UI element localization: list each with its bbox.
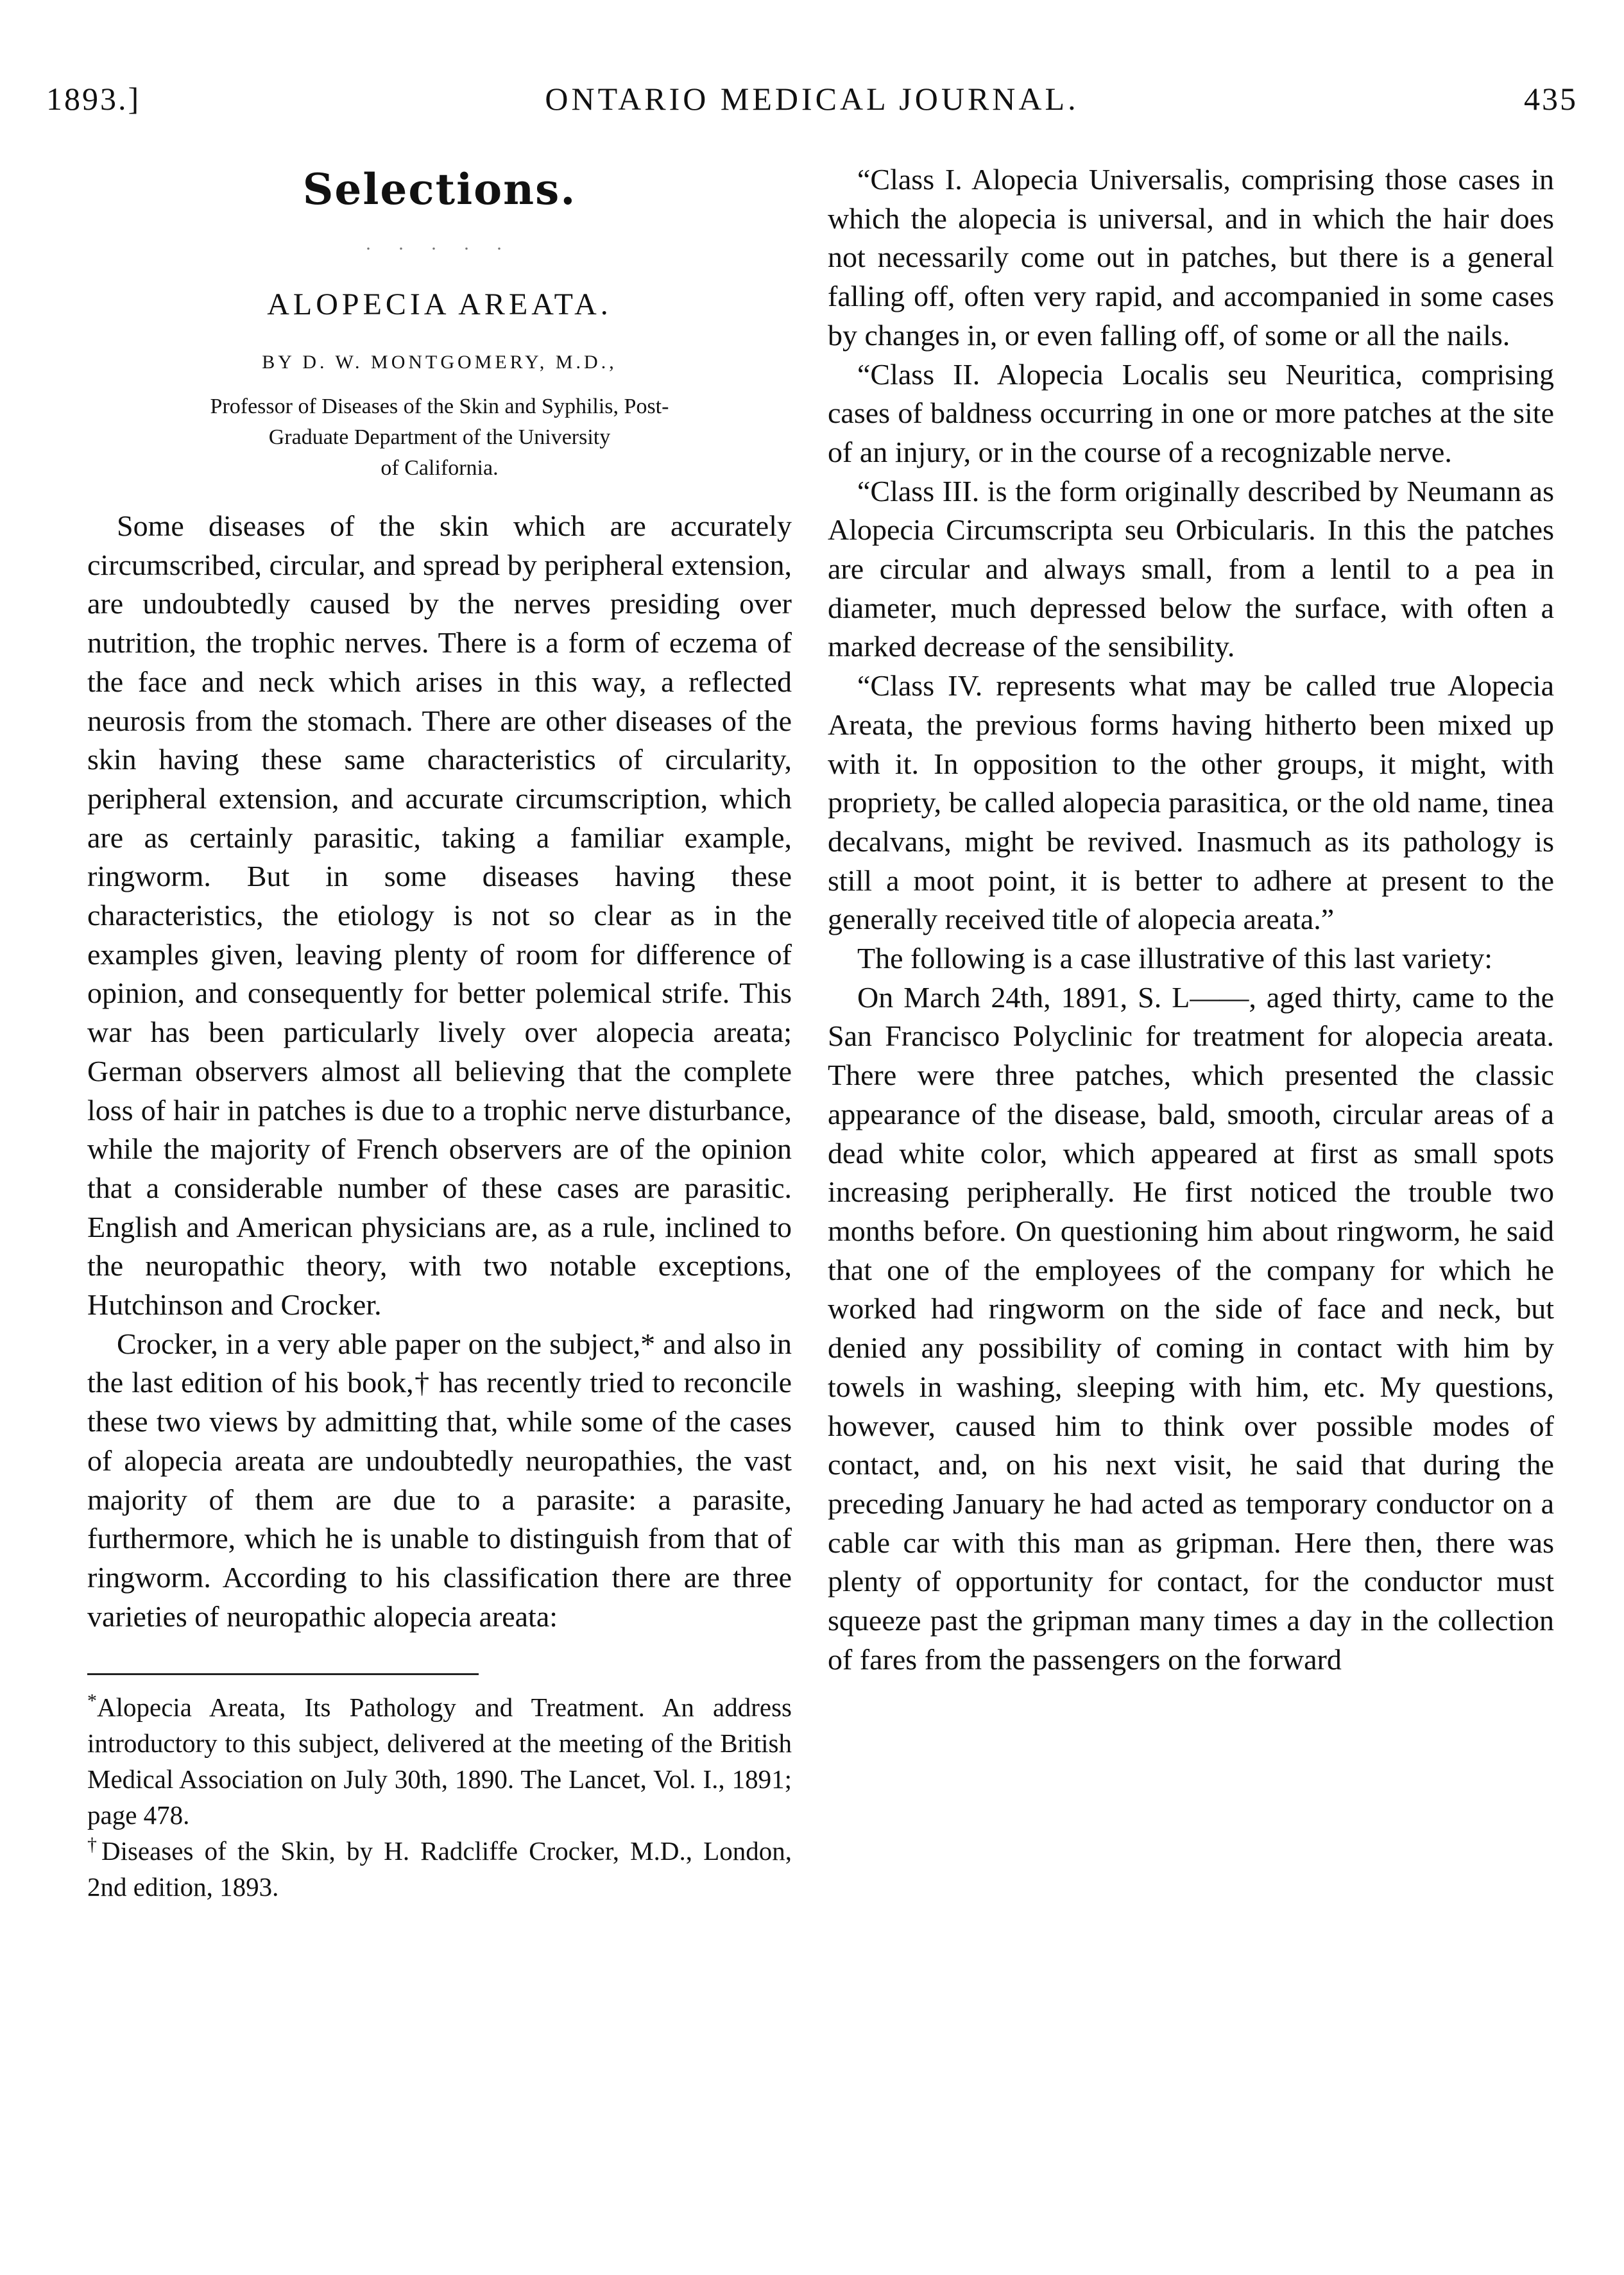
affiliation-line: Graduate Department of the University — [268, 425, 611, 449]
footnote-text: Diseases of the Skin, by H. Radcliffe Crocker, M.D., London, 2nd edition, 1893. — [87, 1836, 792, 1902]
footnote-mark: * — [87, 1690, 97, 1712]
classification-paragraph: “Class II. Alopecia Localis seu Neuritica, comprising cases of baldness occurring in one or more patches at the site of an injury, or in the course of a recognizable nerve. — [828, 357, 1554, 468]
running-header — [46, 80, 1578, 132]
right-column — [828, 160, 1554, 1679]
classification-paragraph: “Class III. is the form originally described by Neumann as Alopecia Circumscripta seu Orbicularis. In this the patches are circular and always small, from a lentil to a pea in diameter, much depressed below the surface, with often a marked decrease of the sensibility. — [828, 474, 1554, 663]
affiliation-line: of California. — [380, 456, 499, 480]
classification-paragraph: “Class IV. represents what may be called true Alopecia Areata, the previous forms having hitherto been mixed up with it. In opposition to the other groups, it might, with propriety, be called alopecia parasitica, or the old name, tinea decalvans, might be revived. Inasmuch as its pathology is still a moot point, it is better to adhere at present to the generally received title of alopecia areata.” — [828, 669, 1554, 936]
left-column — [87, 160, 792, 1905]
header-year: 1893.] — [46, 81, 141, 117]
section-title: Selections. — [302, 164, 577, 214]
body-paragraph: Some diseases of the skin which are accurately circumscribed, circular, and spread by peripheral extension, are undoubtedly caused by the nerves presiding over nutrition, the trophic nerves. There is a form of eczema of the face and neck which arises in this way, a reflected neurosis from the stomach. There are other diseases of the skin having these same characteristics of circularity, peripheral extension, and accurate circumscription, which are as certainly parasitic, taking a familiar example, ringworm. But in some diseases having these characteristics, the etiology is not so clear as in the examples given, leaving plenty of room for difference of opinion, and consequently for better polemical strife. This war has been particularly lively over alopecia areata; German observers almost all believing that the complete loss of hair in patches is due to a trophic nerve disturbance, while the majority of French observers are of the opinion that a considerable number of these cases are parasitic. English and American physicians are, as a rule, inclined to the neuropathic theory, with two notable exceptions, Hutchinson and Crocker. — [87, 509, 792, 1322]
footnote — [87, 1689, 792, 1833]
author-affiliation — [87, 391, 792, 484]
page-number: 435 — [1524, 81, 1578, 117]
classification-paragraph: “Class I. Alopecia Universalis, comprising those cases in which the alopecia is universal, and in which the hair does not necessarily come out in patches, but there is a general falling off, often very rapid, and accompanied in some cases by changes in, or even falling off, of some or all the nails. — [828, 163, 1554, 352]
footnote-mark: † — [87, 1834, 101, 1855]
affiliation-line: Professor of Diseases of the Skin and Syphilis, Post- — [210, 395, 669, 418]
body-paragraph: Crocker, in a very able paper on the subject,* and also in the last edition of his book,† has recently tried to reconcile these two views by admitting that, while some of the cases of alopecia areata are undoubtedly neuropathies, the vast majority of them are due to a parasite: a parasite, furthermore, which he is unable to distinguish from that of ringworm. According to his classification there are three varieties of neuropathic alopecia areata: — [87, 1327, 792, 1633]
body-paragraph: The following is a case illustrative of this last variety: — [857, 942, 1493, 975]
footnote — [87, 1833, 792, 1905]
case-report-paragraph: On March 24th, 1891, S. L——, aged thirty, came to the San Francisco Polyclinic for treatment for alopecia areata. There were three patches, which presented the classic appearance of the disease, bald, smooth, circular areas of a dead white color, which appeared at first as small spots increasing peripherally. He first noticed the trouble two months before. On questioning him about ringworm, he said that one of the employees of the company for which he worked had ringworm on the side of face and neck, but denied any possibility of coming in contact with him by towels in washing, sleeping with him, etc. My questions, however, caused him to think over possible modes of contact, and, on his next visit, he said that during the preceding January he had acted as temporary conductor on a cable car with this man as gripman. Here then, there was plenty of opportunity for contact, for the conductor must squeeze past the gripman many times a day in the collection of fares from the passengers on the forward — [828, 980, 1554, 1676]
journal-title: ONTARIO MEDICAL JOURNAL. — [545, 81, 1079, 117]
footnote-rule — [87, 1673, 479, 1675]
article-byline: BY D. W. MONTGOMERY, M.D., — [262, 352, 617, 373]
section-ornament: . . . . . — [366, 233, 513, 254]
article-title: ALOPECIA AREATA. — [267, 287, 612, 321]
footnote-text: Alopecia Areata, Its Pathology and Treatment. An address introductory to this subject, delivered at the meeting of the British Medical Association on July 30th, 1890. The Lancet, Vol. I., 1891; page 478. — [87, 1692, 792, 1830]
